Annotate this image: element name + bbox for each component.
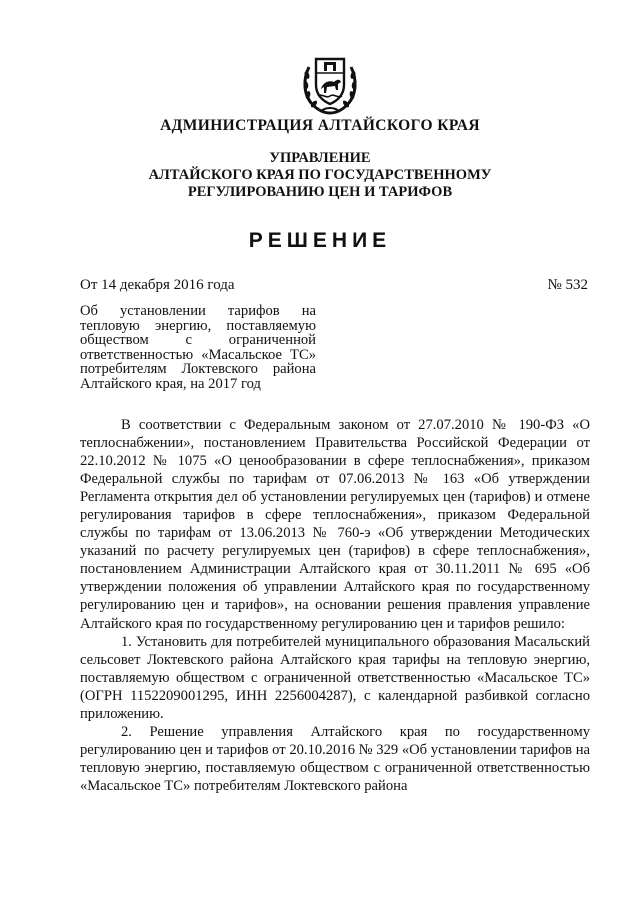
department-line: РЕГУЛИРОВАНИЮ ЦЕН И ТАРИФОВ: [187, 184, 453, 200]
department-title: [0, 150, 640, 201]
organization-title: АДМИНИСТРАЦИЯ АЛТАЙСКОГО КРАЯ: [160, 117, 480, 134]
body-item-2: 2. Решение управления Алтайского края по государственному регулированию цен и тарифов от 20.10.2016 № 329 «Об установлении тарифов на тепловую энергию, поставляемую обществом с ограниченной ответственностью «Масальское ТС» потребителям Локтевского района: [80, 723, 590, 794]
body-item-1: 1. Установить для потребителей муниципального образования Масальский сельсовет Локтевского района Алтайского края тарифы на тепловую энергию, поставляемую обществом с ограниченной ответственностью «Масальское ТС» (ОГРН 1152209001295, ИНН 2256004287), с календарной разбивкой согласно приложению.: [80, 633, 590, 722]
department-line: УПРАВЛЕНИЕ: [269, 150, 371, 166]
document-type-heading: РЕШЕНИЕ: [248, 229, 392, 252]
document-number: № 532: [547, 277, 588, 293]
document-body: [80, 416, 590, 795]
body-preamble: В соответствии с Федеральным законом от 27.07.2010 № 190-ФЗ «О теплоснабжении», постановлением Правительства Российской Федерации от 22.10.2012 № 1075 «О ценообразовании в сфере теплоснабжения», приказом Федеральной службы по тарифам от 07.06.2013 № 163 «Об утверждении Регламента открытия дел об установлении регулируемых цен (тарифов) и отмене регулирования тарифов в сфере теплоснабжения», приказом Федеральной службы по тарифам от 13.06.2013 № 760-э «Об утверждении Методических указаний по расчету регулируемых цен (тарифов) в сфере теплоснабжения», постановлением Администрации Алтайского края от 30.11.2011 № 695 «Об утверждении положения об управлении Алтайского края по государственному регулированию цен и тарифов», на основании решения правления управление Алтайского края по государственному регулированию цен и тарифов решило:: [80, 417, 590, 632]
document-subject: Об установлении тарифов на тепловую энергию, поставляемую обществом с ограниченной ответственностью «Масальское ТС» потребителям Локтевского района Алтайского края, на 2017 год: [80, 303, 316, 392]
document-date: От 14 декабря 2016 года: [80, 277, 235, 293]
altai-coat-of-arms-icon: [299, 49, 361, 115]
department-line: АЛТАЙСКОГО КРАЯ ПО ГОСУДАРСТВЕННОМУ: [148, 167, 492, 183]
